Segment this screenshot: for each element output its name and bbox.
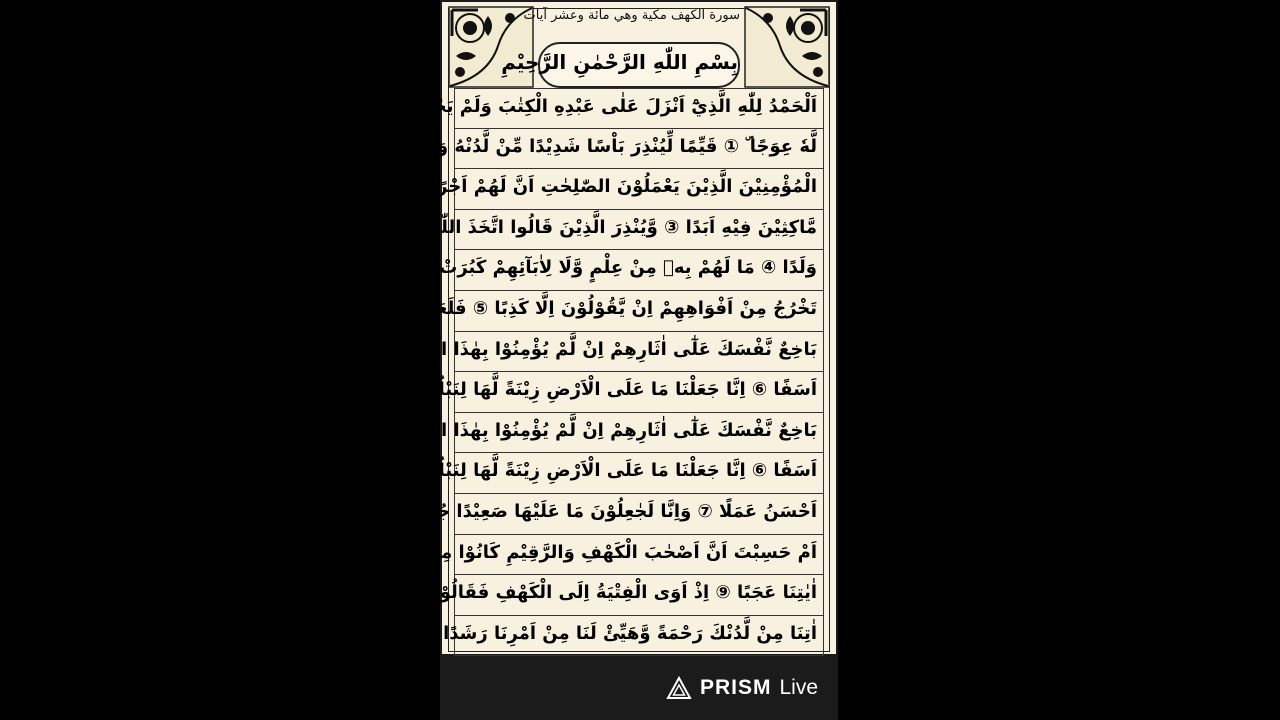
verse-line	[393, 129, 824, 170]
watermark-suffix: Live	[779, 676, 818, 699]
verse-line	[421, 616, 824, 657]
verse-line-text: تَخْرُجُ مِنْ اَفْوَاهِهِمْ اِنْ يَّقُوْلُوْنَ اِلَّا كَذِبًا ⑤ فَلَعَلَّكَ	[413, 297, 817, 319]
prism-triangle-icon	[666, 676, 692, 700]
verse-line	[407, 88, 824, 129]
verse-line-text: بَاخِعٌ نَّفْسَكَ عَلٰٓى اٰثَارِهِمْ اِنْ لَّمْ يُؤْمِنُوْا بِهٰذَا الْحَدِيْثِ	[385, 419, 817, 441]
bismillah-frame	[501, 42, 740, 88]
watermark-brand: PRISM	[699, 676, 772, 699]
ornament-corner-left-icon	[448, 6, 534, 88]
verse-line-text: اٰتِنَا مِنْ لَّدُنْكَ رَحْمَةً وَّهَيِّئْ لَنَا مِنْ اَمْرِنَا رَشَدًا ⑩	[421, 622, 817, 644]
verse-line-text: اٰيٰتِنَا عَجَبًا ⑨ اِذْ اَوَى الْفِتْيَةُ اِلَى الْكَهْفِ فَقَالُوْا رَبَّنَآ	[396, 582, 817, 604]
verse-line-text: بَاخِعٌ نَّفْسَكَ عَلٰٓى اٰثَارِهِمْ اِنْ لَّمْ يُؤْمِنُوْا بِهٰذَا الْحَدِيْثِ	[385, 338, 817, 360]
prism-live-watermark	[666, 676, 818, 700]
verse-line-text: لَّهٗ عِوَجًا ۜ ① قَيِّمًا لِّيُنْذِرَ بَاْسًا شَدِيْدًا مِّنْ لَّدُنْهُ وَيُبَشِّرَ	[393, 135, 817, 157]
verse-line	[413, 291, 824, 332]
verse-line	[392, 250, 824, 291]
surah-title: سورة الكهف مكية وهي مائة وعشر آيات	[523, 8, 740, 23]
verse-line-text: وَلَدًا ④ مَا لَهُمْ بِهٖ مِنْ عِلْمٍ وَّلَا لِاٰبَآئِهِمْ كَبُرَتْ كَلِمَةً	[392, 257, 817, 279]
quran-page	[354, 0, 838, 656]
ornament-corner-right-icon	[744, 6, 830, 88]
verse-line-text: اَلْحَمْدُ لِلّٰهِ الَّذِيْٓ اَنْزَلَ عَلٰى عَبْدِهِ الْكِتٰبَ وَلَمْ يَجْعَلْ	[407, 96, 817, 117]
verse-line	[430, 210, 824, 251]
verse-line-text: مَّاكِثِيْنَ فِيْهِ اَبَدًا ③ وَّيُنْذِرَ الَّذِيْنَ قَالُوا اتَّخَذَ اللّٰهُ	[430, 216, 817, 238]
verse-line-text: اَسَفًا ⑥ اِنَّا جَعَلْنَا مَا عَلَى الْاَرْضِ زِيْنَةً لَّهَا لِنَبْلُوَهُمْ اَيُّهُمْ	[354, 379, 817, 401]
verse-line	[385, 332, 824, 373]
stream-bottom-bar	[440, 656, 838, 720]
verse-line	[396, 575, 824, 616]
verse-line-text: الْمُؤْمِنِيْنَ الَّذِيْنَ يَعْمَلُوْنَ الصّٰلِحٰتِ اَنَّ لَهُمْ اَجْرًا حَسَنًا ②	[357, 176, 817, 198]
verse-line	[354, 372, 824, 413]
verse-line-text: اَمْ حَسِبْتَ اَنَّ اَصْحٰبَ الْكَهْفِ وَالرَّقِيْمِ كَانُوْا مِنْ	[424, 541, 817, 563]
verse-line	[357, 169, 824, 210]
verse-line	[354, 453, 824, 494]
verse-line-text: اَسَفًا ⑥ اِنَّا جَعَلْنَا مَا عَلَى الْاَرْضِ زِيْنَةً لَّهَا لِنَبْلُوَهُمْ اَيُّهُمْ	[354, 460, 817, 482]
verse-line	[424, 535, 824, 576]
bismillah: بِسْمِ اللّٰهِ الرَّحْمٰنِ الرَّحِيْمِ	[501, 50, 738, 74]
verse-lines	[354, 88, 824, 656]
verse-line-text: اَحْسَنُ عَمَلًا ⑦ وَاِنَّا لَجٰعِلُوْنَ مَا عَلَيْهَا صَعِيْدًا جُرُزًا ⑧	[387, 500, 817, 522]
verse-line	[387, 494, 824, 535]
verse-line	[385, 413, 824, 454]
